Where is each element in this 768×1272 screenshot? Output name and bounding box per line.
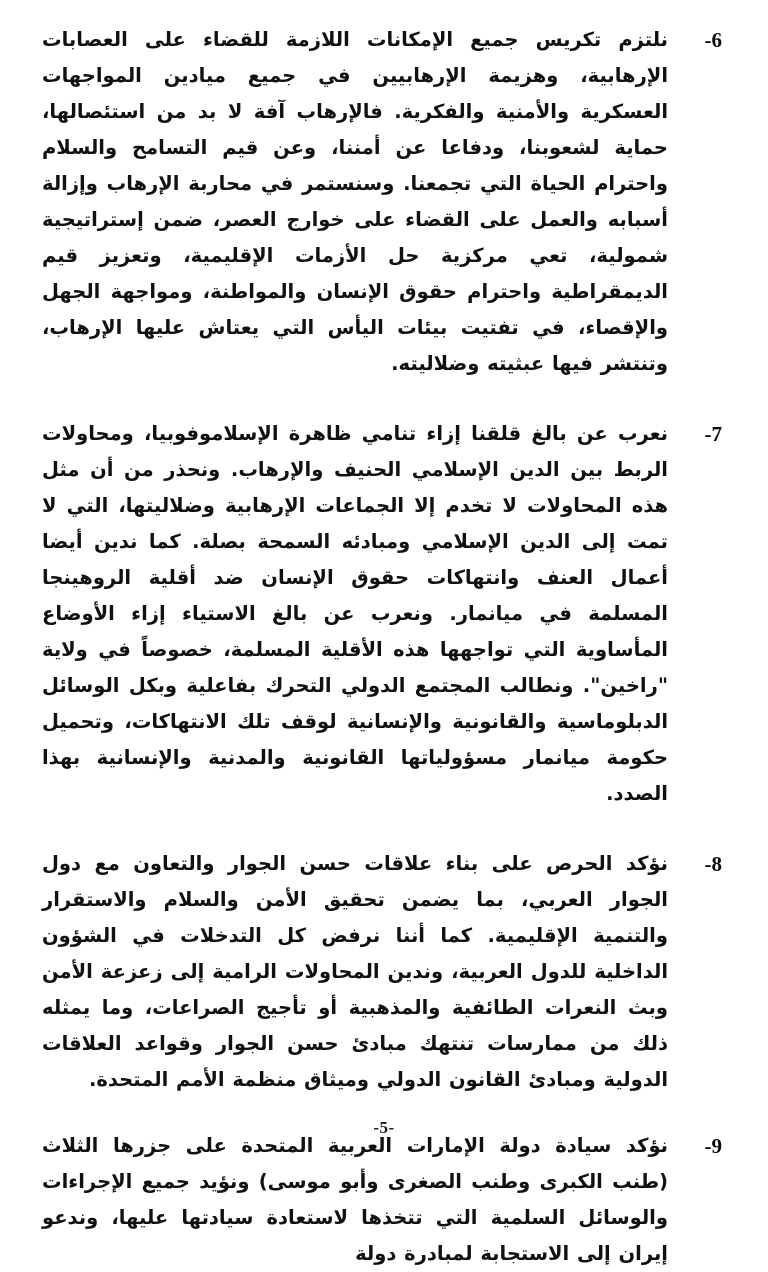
clause-text-8: نؤكد الحرص على بناء علاقات حسن الجوار والتعاون مع دول الجوار العربي، بما يضمن تحقيق الأمن والسلام والاستقرار والتنمية الإقليمية. كما أننا نرفض كل التدخلات في الشؤون الداخلية للدول العربية، وندين المحاولات الرامية إلى زعزعة الأمن وبث النعرات الطائفية والمذهبية أو تأجيج الصراعات، وما يمثله ذلك من ممارسات تنتهك مبادئ حسن الجوار وقواعد العلاقات الدولية ومبادئ القانون الدولي وميثاق منظمة الأمم المتحدة.: [42, 852, 668, 1091]
clause-number-6: -6: [704, 28, 722, 52]
clause-text-7: نعرب عن بالغ قلقنا إزاء تنامي ظاهرة الإسلاموفوبيا، ومحاولات الربط بين الدين الإسلامي الحنيف والإرهاب. ونحذر من أن مثل هذه المحاولات لا تخدم إلا الجماعات الإرهابية وضلاليتها، التي لا تمت إلى الدين الإسلامي ومبادئه السمحة بصلة. كما ندين أيضا أعمال العنف وانتهاكات حقوق الإنسان ضد أقلية الروهينجا المسلمة في ميانمار. ونعرب عن بالغ الاستياء إزاء الأوضاع المأساوية التي تواجهها هذه الأقلية المسلمة، خصوصاً في ولاية "راخين". ونطالب المجتمع الدولي التحرك بفاعلية وبكل الوسائل الدبلوماسية والقانونية والإنسانية لوقف تلك الانتهاكات، وتحميل حكومة ميانمار مسؤولياتها القانونية والمدنية والإنسانية بهذا الصدد.: [42, 422, 668, 805]
page-footer: [0, 1118, 768, 1138]
clause-text-9: نؤكد سيادة دولة الإمارات العربية المتحدة على جزرها الثلاث (طنب الكبرى وطنب الصغرى وأبو موسى) ونؤيد جميع الإجراءات والوسائل السلمية التي تتخذها لاستعادة سيادتها عليها، وندعو إيران إلى الاستجابة لمبادرة دولة: [42, 1134, 668, 1265]
clause-number-7: -7: [704, 422, 722, 446]
clause-number-8: -8: [704, 852, 722, 876]
clause-item-9: [42, 1128, 722, 1272]
clause-item-7: [42, 416, 722, 812]
clause-item-6: [42, 22, 722, 382]
clause-text-6: نلتزم تكريس جميع الإمكانات اللازمة للقضاء على العصابات الإرهابية، وهزيمة الإرهابيين في جميع ميادين المواجهات العسكرية والأمنية والفكرية. فالإرهاب آفة لا بد من استئصالها، حماية لشعوبنا، ودفاعا عن أمننا، وعن قيم التسامح والسلام واحترام الحياة التي تجمعنا. وسنستمر في محاربة الإرهاب وإزالة أسبابه والعمل على القضاء على خوارج العصر، ضمن إستراتيجية شمولية، تعي مركزية حل الأزمات الإقليمية، وتعزيز قيم الديمقراطية واحترام حقوق الإنسان والمواطنة، ومواجهة الجهل والإقصاء، في تفتيت بيئات اليأس التي يعتاش عليها الإرهاب، وتنتشر فيها عبثيته وضلاليته.: [42, 28, 668, 375]
clause-item-8: [42, 846, 722, 1098]
document-body: [42, 22, 722, 1272]
page-number: -5-: [373, 1118, 395, 1137]
clause-number-9: -9: [704, 1134, 722, 1158]
